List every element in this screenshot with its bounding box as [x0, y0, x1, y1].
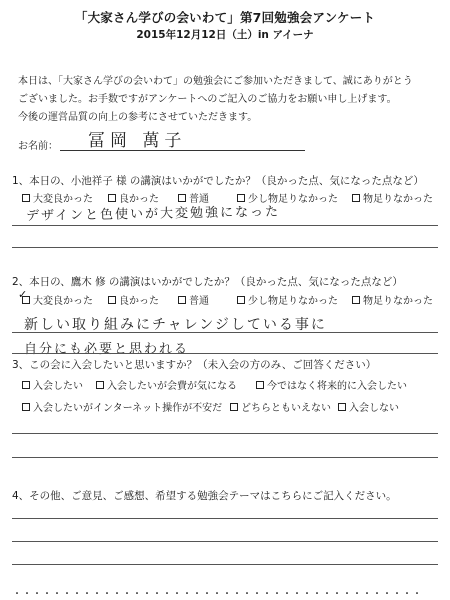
q2-handwritten-answer-2: 自分にも必要と思われる: [24, 342, 190, 357]
q3-answer-line: [12, 433, 438, 434]
checkbox[interactable]: [178, 194, 186, 202]
cut-line: ・・・・・・・・・・・・・・・・・・・・・・・・・・・・・・・・・・・・・・・・・: [12, 589, 422, 600]
checkbox[interactable]: [230, 403, 238, 411]
q3-option-not-join[interactable]: 入会しない: [338, 399, 399, 414]
name-underline: [60, 150, 305, 151]
q2-option-very-good[interactable]: 大変良かった: [22, 292, 93, 307]
checkbox[interactable]: [108, 296, 116, 304]
checkbox[interactable]: [22, 403, 30, 411]
q1-option-very-good[interactable]: 大変良かった: [22, 190, 93, 205]
intro-line-2: ございました。お手数ですがアンケートへのご記入のご協力をお願い申し上げます。: [18, 94, 397, 105]
q2-option-average[interactable]: 普通: [178, 292, 209, 307]
q1-answer-line: [12, 247, 438, 248]
q2-option-somewhat-lacking[interactable]: 少し物足りなかった: [237, 292, 338, 307]
checkbox[interactable]: [237, 296, 245, 304]
q2-answer-line: [12, 353, 438, 354]
checkbox[interactable]: [178, 296, 186, 304]
intro-line-3: 今後の運営品質の向上の参考にさせていただきます。: [18, 112, 258, 123]
checkmark-icon: ✓: [18, 288, 28, 301]
checkbox[interactable]: [22, 381, 30, 389]
q3-option-undecided[interactable]: どちらともいえない: [230, 399, 331, 414]
q3-option-join-internet-concern[interactable]: 入会したいがインターネット操作が不安だ: [22, 399, 222, 414]
checkbox[interactable]: [22, 194, 30, 202]
intro-line-1: 本日は、「大家さん学びの会いわて」の勉強会にご参加いただきまして、誠にありがとう: [18, 76, 413, 87]
q4-answer-line: [12, 518, 438, 519]
checkbox[interactable]: [96, 381, 104, 389]
q3-option-join[interactable]: 入会したい: [22, 377, 83, 392]
q1-option-good[interactable]: 良かった: [108, 190, 159, 205]
q2-answer-line: [12, 332, 438, 333]
survey-title: 「大家さん学びの会いわて」第7回勉強会アンケート: [74, 10, 376, 25]
q3-question: 3、この会に入会したいと思いますか？（未入会の方のみ、ご回答ください）: [12, 359, 377, 371]
q1-option-lacking[interactable]: 物足りなかった: [352, 190, 433, 205]
q1-option-average[interactable]: 普通: [178, 190, 209, 205]
q4-answer-line: [12, 564, 438, 565]
q1-question: 1、本日の、小池祥子 様 の講演はいかがでしたか？（良かった点、気になった点など）: [12, 175, 424, 187]
q3-option-join-later[interactable]: 今ではなく将来的に入会したい: [256, 377, 407, 392]
q4-question: 4、その他、ご意見、ご感想、希望する勉強会テーマはこちらにご記入ください。: [12, 490, 397, 502]
q4-answer-line: [12, 541, 438, 542]
q1-handwritten-answer: デザインと色使いが大変勉強になった: [25, 204, 281, 224]
q3-option-join-fee-concern[interactable]: 入会したいが会費が気になる: [96, 377, 237, 392]
checkbox[interactable]: [352, 194, 360, 202]
checkbox[interactable]: [22, 296, 30, 304]
q1-option-somewhat-lacking[interactable]: 少し物足りなかった: [237, 190, 338, 205]
q2-handwritten-answer-1: 新しい取り組みにチャレンジしている事に: [24, 317, 327, 333]
q1-answer-line: [12, 225, 438, 226]
q2-option-lacking[interactable]: 物足りなかった: [352, 292, 433, 307]
checkbox[interactable]: [338, 403, 346, 411]
q3-answer-line: [12, 457, 438, 458]
q2-question: 2、本日の、鷹木 修 の講演はいかがでしたか？（良かった点、気になった点など）: [12, 276, 403, 288]
name-handwriting: 冨岡 萬子: [88, 131, 187, 151]
survey-date: 2015年12月12日（土）in アイーナ: [136, 29, 314, 41]
checkbox[interactable]: [108, 194, 116, 202]
q2-option-good[interactable]: 良かった: [108, 292, 159, 307]
name-label: お名前：: [18, 141, 58, 152]
checkbox[interactable]: [352, 296, 360, 304]
checkbox[interactable]: [256, 381, 264, 389]
